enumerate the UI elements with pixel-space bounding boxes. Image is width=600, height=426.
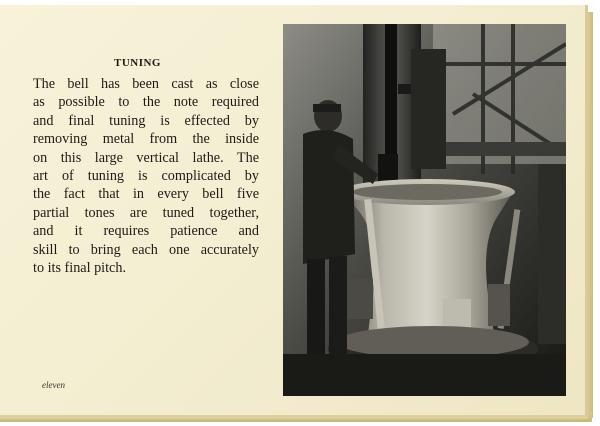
overhead-beam	[433, 142, 566, 156]
body-line: skill to bring each one accurately	[33, 241, 259, 258]
body-line: as possible to the note required	[33, 94, 259, 111]
section-title: TUNING	[113, 57, 161, 69]
body-line: the fact that in every bell five	[33, 186, 259, 203]
body-line: removing metal from the inside	[33, 131, 259, 148]
lathe-housing	[411, 49, 446, 169]
body-line: and it requires patience and	[33, 223, 259, 240]
body-line: and final tuning is effected by	[33, 112, 259, 129]
bell-lathe-photograph	[283, 24, 566, 396]
clamp-right	[488, 284, 510, 326]
body-line: to its final pitch.	[33, 260, 126, 277]
body-line: art of tuning is complicated by	[33, 168, 259, 185]
body-line: partial tones are tuned together,	[33, 204, 259, 221]
body-line: The bell has been cast as close	[33, 76, 259, 92]
body-line: on this large vertical lathe. The	[33, 149, 259, 166]
page-number: eleven	[42, 380, 65, 390]
body-paragraph	[33, 75, 259, 277]
bell-mouth	[352, 184, 502, 200]
clamp-left	[345, 279, 373, 319]
lathe-table-top	[337, 326, 529, 358]
right-frame	[538, 164, 566, 344]
workshop-floor	[283, 354, 566, 396]
